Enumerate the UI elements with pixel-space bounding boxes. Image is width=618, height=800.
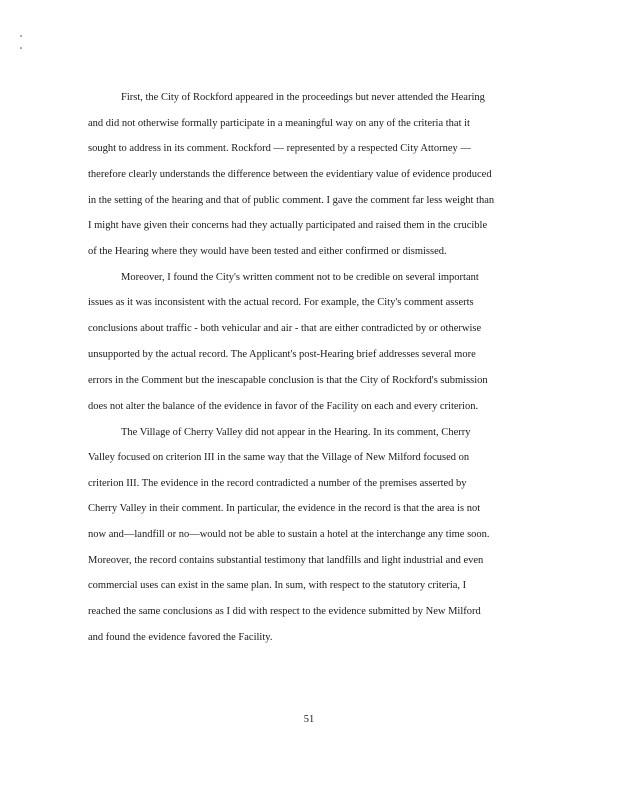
text-line: conclusions about traffic - both vehicular and air - that are either contradicted by or otherwise <box>88 323 482 334</box>
text-line: The Village of Cherry Valley did not appear in the Hearing. In its comment, Cherry <box>121 427 471 438</box>
text-line: and did not otherwise formally participate in a meaningful way on any of the criteria that it <box>88 118 470 129</box>
text-line: in the setting of the hearing and that of public comment. I gave the comment far less weight than <box>88 195 495 206</box>
text-line: does not alter the balance of the evidence in favor of the Facility on each and every criterion. <box>88 401 479 412</box>
text-line: errors in the Comment but the inescapable conclusion is that the City of Rockford's submission <box>88 375 488 386</box>
text-line: now and—landfill or no—would not be able to sustain a hotel at the interchange any time soon. <box>88 529 490 540</box>
text-line: unsupported by the actual record. The Applicant's post-Hearing brief addresses several more <box>88 349 476 360</box>
page-number: 51 <box>303 714 315 725</box>
text-line: Moreover, I found the City's written comment not to be credible on several important <box>121 272 479 283</box>
text-line: sought to address in its comment. Rockford — represented by a respected City Attorney — <box>88 143 471 154</box>
text-line: commercial uses can exist in the same plan. In sum, with respect to the statutory criteria, I <box>88 580 467 591</box>
text-line: Moreover, the record contains substantial testimony that landfills and light industrial and even <box>88 555 484 566</box>
text-line: Cherry Valley in their comment. In particular, the evidence in the record is that the area is not <box>88 503 481 514</box>
text-line: Valley focused on criterion III in the same way that the Village of New Milford focused on <box>88 452 470 463</box>
text-line: of the Hearing where they would have been tested and either confirmed or dismissed. <box>88 246 447 257</box>
text-line: I might have given their concerns had they actually participated and raised them in the crucible <box>88 220 488 231</box>
text-line: criterion III. The evidence in the record contradicted a number of the premises asserted by <box>88 478 467 489</box>
text-line: reached the same conclusions as I did with respect to the evidence submitted by New Milford <box>88 606 481 617</box>
text-line: therefore clearly understands the difference between the evidentiary value of evidence produced <box>88 169 492 180</box>
text-line: First, the City of Rockford appeared in the proceedings but never attended the Hearing <box>121 92 485 103</box>
text-line: issues as it was inconsistent with the actual record. For example, the City's comment asserts <box>88 297 474 308</box>
text-line: and found the evidence favored the Facility. <box>88 632 273 643</box>
